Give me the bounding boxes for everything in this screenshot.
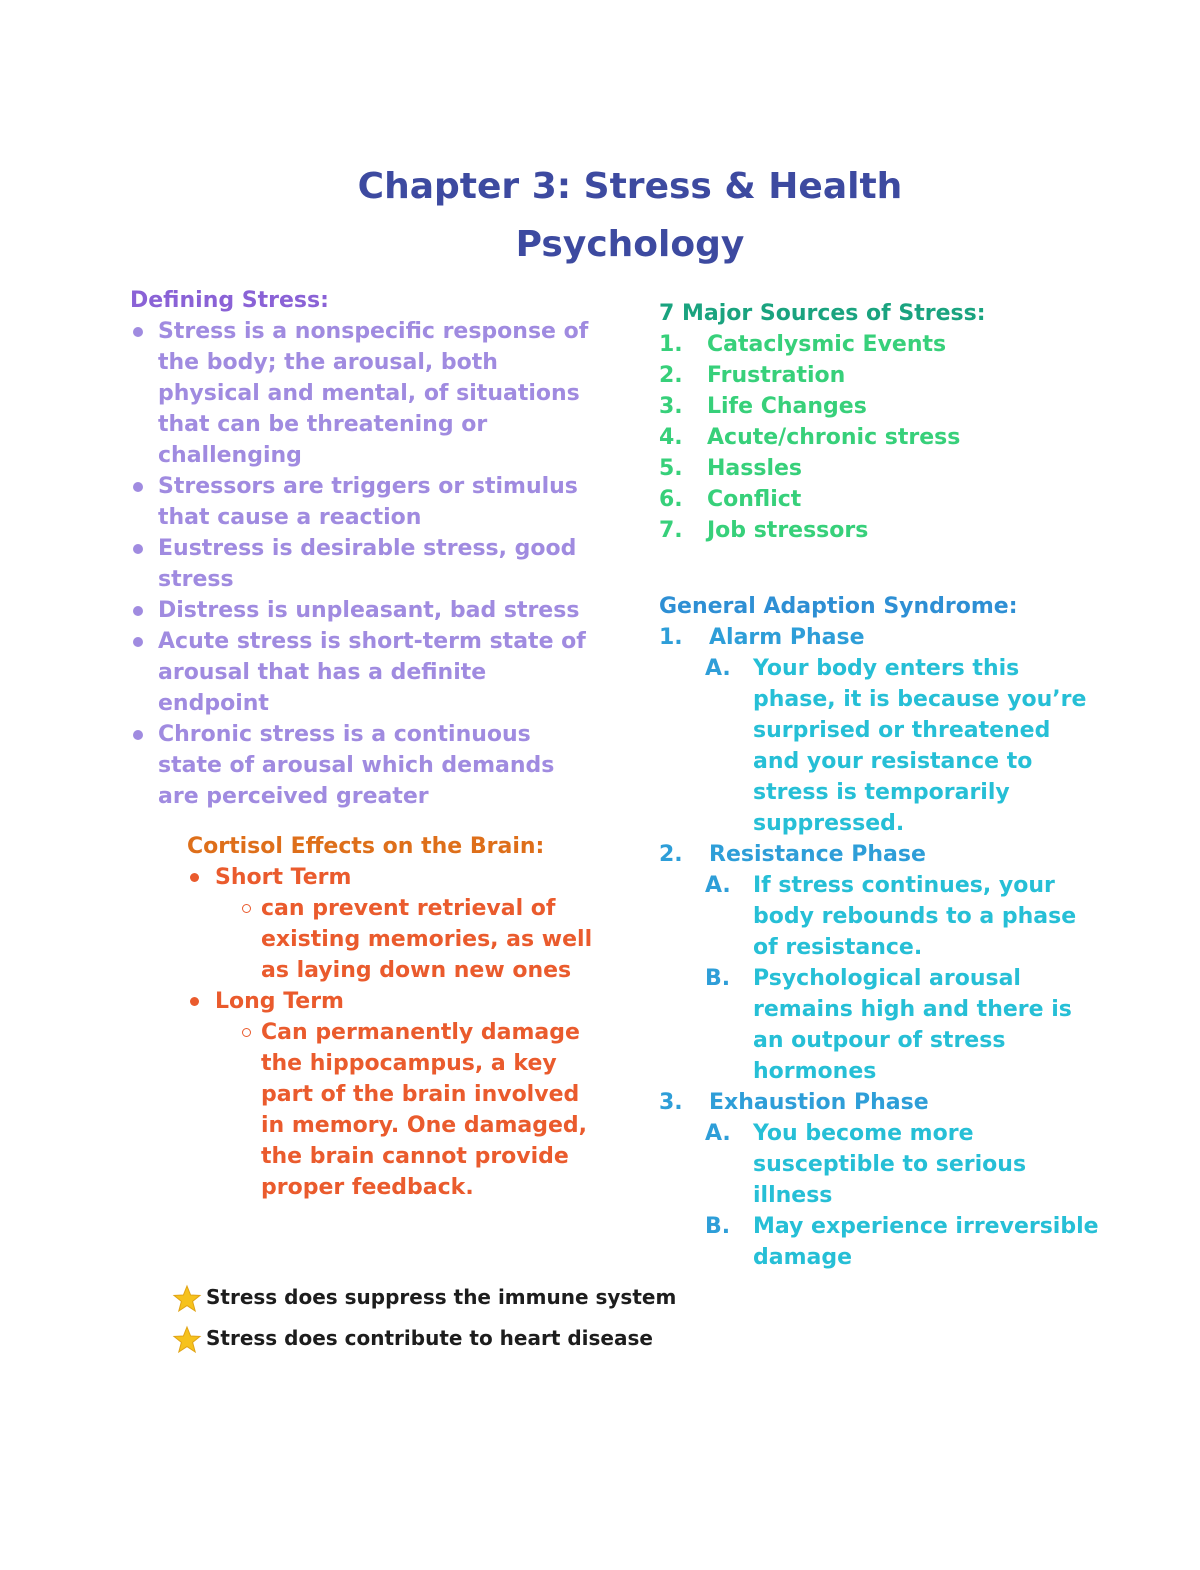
fact-line — [172, 1282, 676, 1314]
fact-line — [172, 1323, 653, 1355]
list-item: can prevent retrieval of existing memories, as well as laying down new ones — [241, 893, 607, 986]
list-text: You become more susceptible to serious illness — [753, 1121, 1027, 1208]
list-item — [659, 622, 1099, 839]
list-item — [659, 453, 1099, 484]
list-number: 4. — [659, 425, 683, 450]
list-letter: A. — [705, 656, 731, 681]
list-item — [659, 484, 1099, 515]
list-text: Hassles — [707, 456, 803, 481]
defining-stress-heading: Defining Stress: — [130, 288, 329, 313]
list-item: Chronic stress is a continuous state of arousal which demands are perceived greater — [130, 719, 600, 812]
list-item — [659, 515, 1099, 546]
list-text: If stress continues, your body rebounds to a phase of resistance. — [753, 873, 1077, 960]
list-letter: A. — [705, 873, 731, 898]
list-item — [659, 422, 1099, 453]
phase-sublist — [705, 1118, 1099, 1273]
list-number: 1. — [659, 625, 683, 650]
list-item — [659, 329, 1099, 360]
list-number: 6. — [659, 487, 683, 512]
sources-heading: 7 Major Sources of Stress: — [659, 301, 986, 326]
gas-section — [659, 591, 1099, 1273]
page-title — [0, 158, 1200, 274]
star-icon — [172, 1284, 202, 1314]
list-letter: A. — [705, 1121, 731, 1146]
list-item: Distress is unpleasant, bad stress — [130, 595, 600, 626]
gas-phase-list — [659, 622, 1099, 1273]
cortisol-list — [187, 862, 607, 1203]
list-item — [705, 1118, 1099, 1211]
list-text: May experience irreversible damage — [753, 1214, 1099, 1270]
list-item: Can permanently damage the hippocampus, a key part of the brain involved in memory. One damaged, the brain cannot provide proper feedback. — [241, 1017, 607, 1203]
cortisol-sublist — [241, 1017, 607, 1203]
star-icon — [172, 1325, 202, 1355]
list-item — [659, 839, 1099, 1087]
phase-label-row — [659, 1087, 1099, 1118]
list-item: Eustress is desirable stress, good stress — [130, 533, 600, 595]
list-item — [659, 1087, 1099, 1273]
list-item — [659, 360, 1099, 391]
list-text: Cataclysmic Events — [707, 332, 947, 357]
list-number: 2. — [659, 842, 683, 867]
title-line-1: Chapter 3: Stress & Health — [357, 166, 903, 207]
phase-label: Resistance Phase — [709, 842, 926, 867]
phase-label-row — [659, 622, 1099, 653]
phase-sublist — [705, 653, 1099, 839]
list-letter: B. — [705, 966, 731, 991]
list-number: 7. — [659, 518, 683, 543]
list-item — [705, 1211, 1099, 1273]
defining-stress-section — [130, 285, 600, 812]
list-text: Frustration — [707, 363, 846, 388]
phase-label-row — [659, 839, 1099, 870]
list-text: Job stressors — [707, 518, 869, 543]
list-item — [187, 986, 607, 1203]
list-text: Psychological arousal remains high and there is an outpour of stress hormones — [753, 966, 1072, 1084]
list-item — [659, 391, 1099, 422]
cortisol-sublist — [241, 893, 607, 986]
fact-text: Stress does suppress the immune system — [206, 1285, 677, 1309]
cortisol-term-label: Long Term — [215, 989, 344, 1014]
list-item — [705, 870, 1099, 963]
sources-section — [659, 298, 1099, 546]
list-item — [705, 963, 1099, 1087]
list-text: Life Changes — [707, 394, 867, 419]
gas-heading: General Adaption Syndrome: — [659, 594, 1018, 619]
list-item: Stress is a nonspecific response of the body; the arousal, both physical and mental, of situations that can be threatening or challenging — [130, 316, 600, 471]
cortisol-section — [187, 831, 607, 1203]
phase-label: Exhaustion Phase — [709, 1090, 929, 1115]
list-number: 1. — [659, 332, 683, 357]
list-number: 3. — [659, 394, 683, 419]
phase-label: Alarm Phase — [709, 625, 865, 650]
title-line-2: Psychology — [515, 224, 745, 265]
list-item — [705, 653, 1099, 839]
list-item: Stressors are triggers or stimulus that cause a reaction — [130, 471, 600, 533]
sources-list — [659, 329, 1099, 546]
phase-sublist — [705, 870, 1099, 1087]
list-number: 3. — [659, 1090, 683, 1115]
list-item: Acute stress is short-term state of arousal that has a definite endpoint — [130, 626, 600, 719]
fact-text: Stress does contribute to heart disease — [206, 1326, 653, 1350]
list-item — [187, 862, 607, 986]
list-letter: B. — [705, 1214, 731, 1239]
list-number: 2. — [659, 363, 683, 388]
list-text: Conflict — [707, 487, 802, 512]
cortisol-heading: Cortisol Effects on the Brain: — [187, 834, 545, 859]
list-text: Your body enters this phase, it is because you’re surprised or threatened and your resistance to stress is temporarily suppressed. — [753, 656, 1087, 836]
list-number: 5. — [659, 456, 683, 481]
cortisol-term-label: Short Term — [215, 865, 352, 890]
list-text: Acute/chronic stress — [707, 425, 961, 450]
defining-stress-list — [130, 316, 600, 812]
